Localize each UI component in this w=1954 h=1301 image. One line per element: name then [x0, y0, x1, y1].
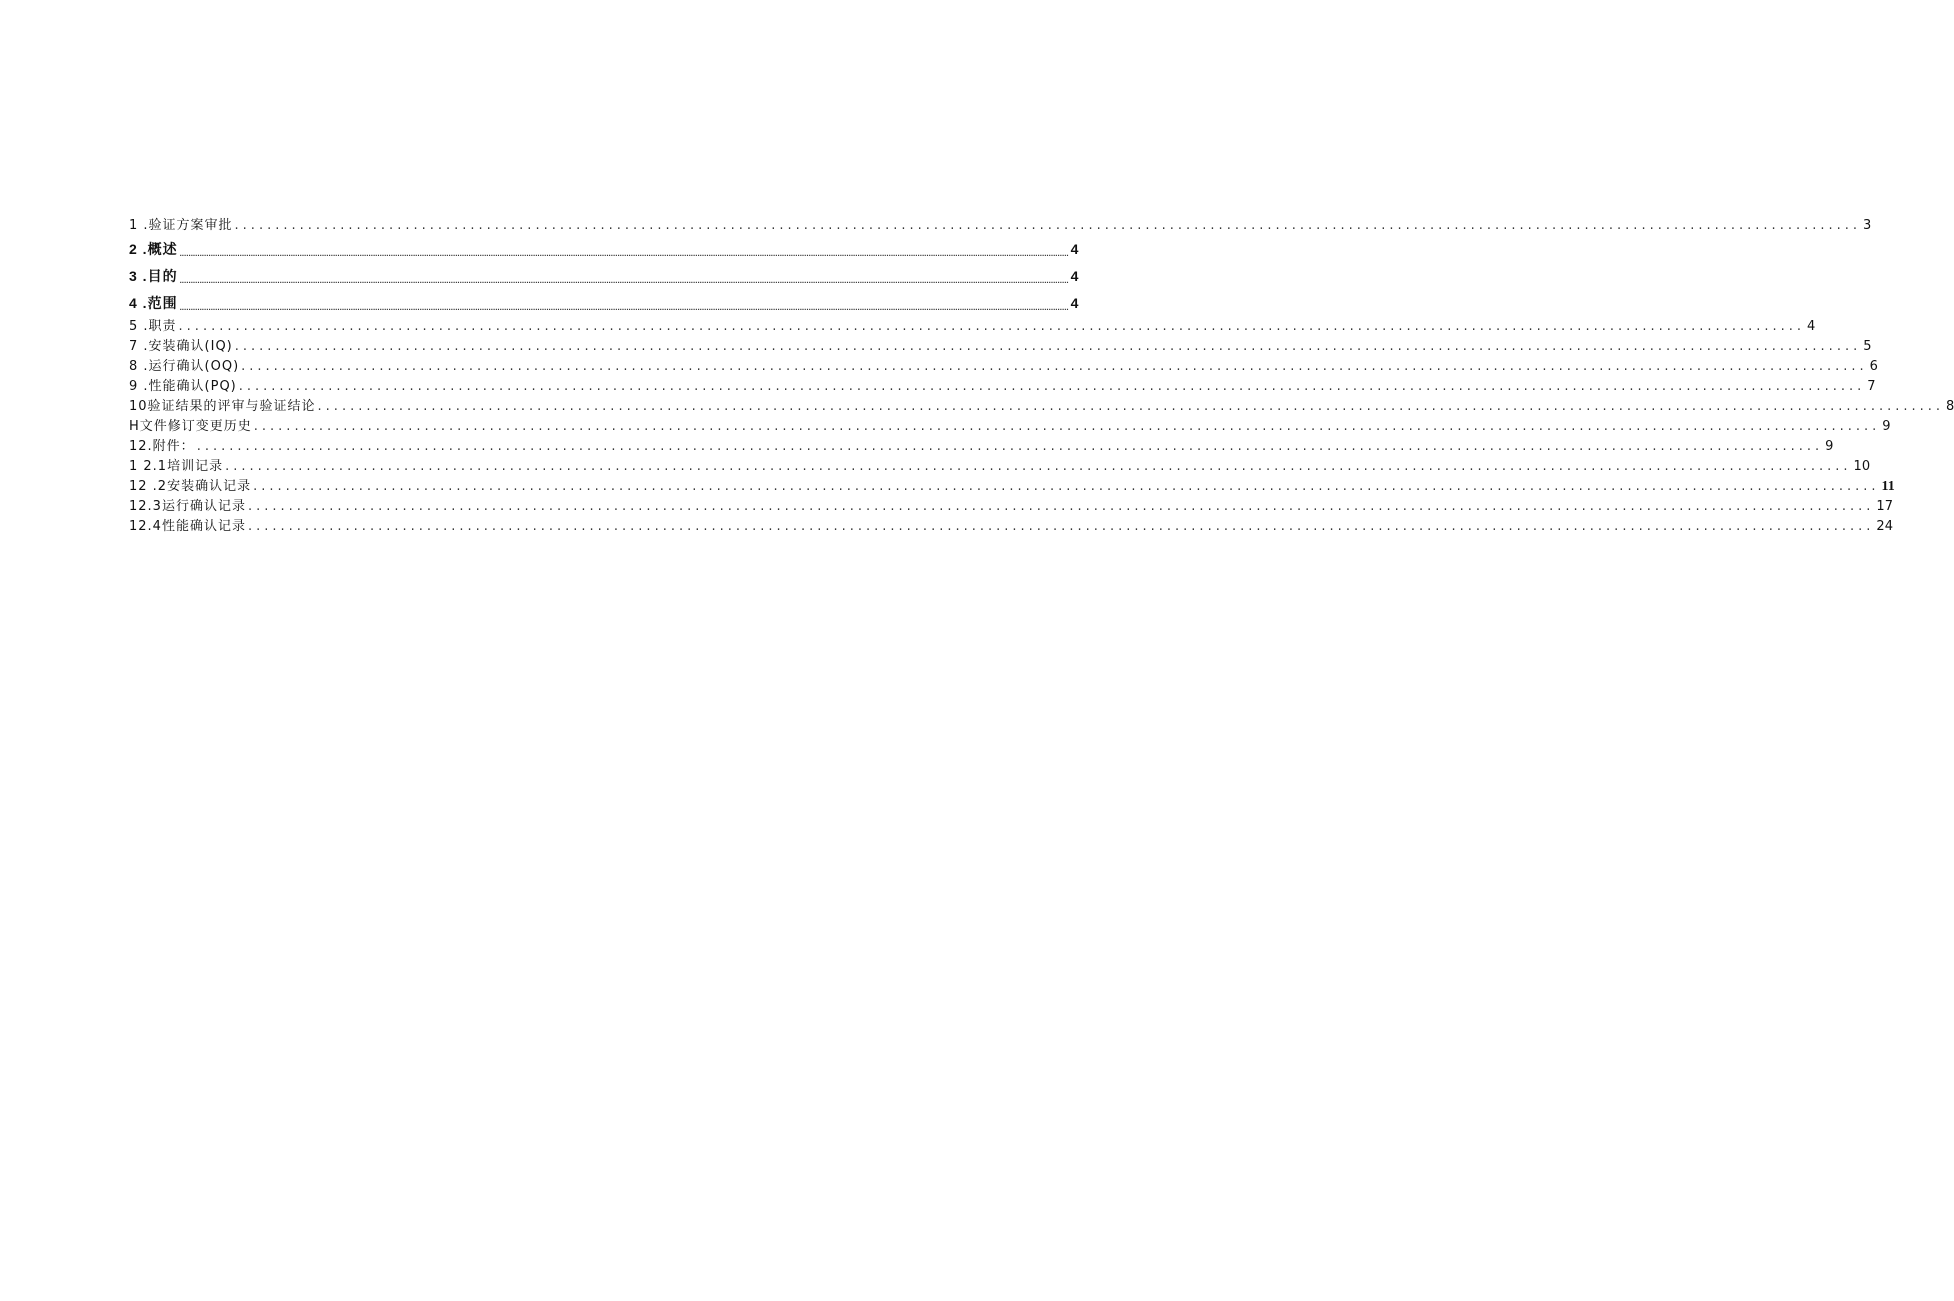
toc-entry-12-2[interactable] — [129, 477, 1895, 497]
toc-entry-page: 9 — [1882, 419, 1891, 434]
toc-entry-label: 1 .验证方案审批 — [129, 218, 233, 233]
toc-entry-label: 9 .性能确认(PQ) — [129, 379, 237, 394]
toc-entry-page: 4 — [1070, 295, 1079, 311]
toc-entry-label: 3 .目的 — [129, 268, 178, 284]
toc-entry-label: 12.4性能确认记录 — [129, 519, 246, 534]
toc-entry-label: 10验证结果的评审与验证结论 — [129, 399, 316, 414]
toc-entry-12-1[interactable] — [129, 457, 1871, 477]
toc-entry-label: H文件修订变更历史 — [129, 419, 252, 434]
toc-entry-3[interactable] — [129, 263, 1079, 290]
toc-entry-page: 7 — [1867, 379, 1876, 394]
toc-entry-12-3[interactable] — [129, 497, 1893, 517]
toc-entry-page: 5 — [1863, 339, 1872, 354]
toc-entry-page: 4 — [1807, 319, 1816, 334]
table-of-contents — [129, 216, 1954, 537]
toc-entry-label: 7 .安装确认(IQ) — [129, 339, 233, 354]
toc-entry-page: 6 — [1869, 359, 1878, 374]
toc-entry-label: 12.附件： — [129, 439, 195, 454]
toc-dot-leader: ........................................................................................................................................................................................................ — [253, 419, 1881, 434]
toc-entry-label: 2 .概述 — [129, 241, 178, 257]
toc-entry-page: 4 — [1070, 241, 1079, 257]
toc-entry-page: 11 — [1881, 479, 1895, 494]
toc-entry-page: 4 — [1070, 268, 1079, 284]
toc-dot-leader: ........................................................................................................................................................................................................ — [317, 399, 1945, 414]
toc-entry-page: 9 — [1825, 439, 1834, 454]
toc-dot-leader: ........................................................................................................................................................................................................ — [178, 319, 1806, 334]
toc-dot-leader: ................................................................................................................................................................................................................................................................................................................................................................................................................ — [179, 276, 1069, 285]
toc-dot-leader: ........................................................................................................................................................................................................ — [247, 499, 1875, 514]
toc-dot-leader: ................................................................................................................................................................................................................................................................................................................................................................................................................ — [179, 303, 1069, 312]
toc-entry-9[interactable] — [129, 377, 1876, 397]
toc-dot-leader: ........................................................................................................................................................................................................ — [225, 459, 1852, 474]
toc-entry-12[interactable] — [129, 437, 1834, 457]
toc-entry-label: 5 .职责 — [129, 319, 177, 334]
toc-entry-8[interactable] — [129, 357, 1878, 377]
toc-entry-2[interactable] — [129, 236, 1079, 263]
toc-entry-label: 12 .2安装确认记录 — [129, 479, 252, 494]
toc-entry-label: 12.3运行确认记录 — [129, 499, 246, 514]
toc-entry-11[interactable] — [129, 417, 1891, 437]
toc-entry-page: 17 — [1876, 499, 1893, 514]
toc-entry-label: 8 .运行确认(OQ) — [129, 359, 240, 374]
toc-entry-label: 4 .范围 — [129, 295, 178, 311]
toc-entry-page: 24 — [1876, 519, 1893, 534]
toc-entry-page: 8 — [1946, 399, 1954, 414]
toc-entry-1[interactable] — [129, 216, 1872, 236]
toc-entry-10[interactable] — [129, 397, 1954, 417]
toc-entry-12-4[interactable] — [129, 517, 1893, 537]
toc-entry-label: 1 2.1培训记录 — [129, 459, 224, 474]
toc-dot-leader: ........................................................................................................................................................................................................ — [247, 519, 1875, 534]
toc-entry-7[interactable] — [129, 337, 1872, 357]
toc-dot-leader: ................................................................................................................................................................................................................................................................................................................................................................................................................ — [179, 249, 1069, 258]
toc-dot-leader: ........................................................................................................................................................................................................ — [196, 439, 1824, 454]
toc-dot-leader: ........................................................................................................................................................................................................ — [238, 379, 1866, 394]
toc-entry-page: 10 — [1853, 459, 1871, 474]
toc-entry-page: 3 — [1863, 218, 1872, 233]
toc-dot-leader: ........................................................................................................................................................................................................ — [253, 479, 1880, 494]
toc-dot-leader: ........................................................................................................................................................................................................ — [234, 218, 1862, 233]
toc-dot-leader: ........................................................................................................................................................................................................ — [234, 339, 1862, 354]
toc-dot-leader: ........................................................................................................................................................................................................ — [241, 359, 1868, 374]
toc-entry-4[interactable] — [129, 290, 1079, 317]
toc-entry-5[interactable] — [129, 317, 1816, 337]
